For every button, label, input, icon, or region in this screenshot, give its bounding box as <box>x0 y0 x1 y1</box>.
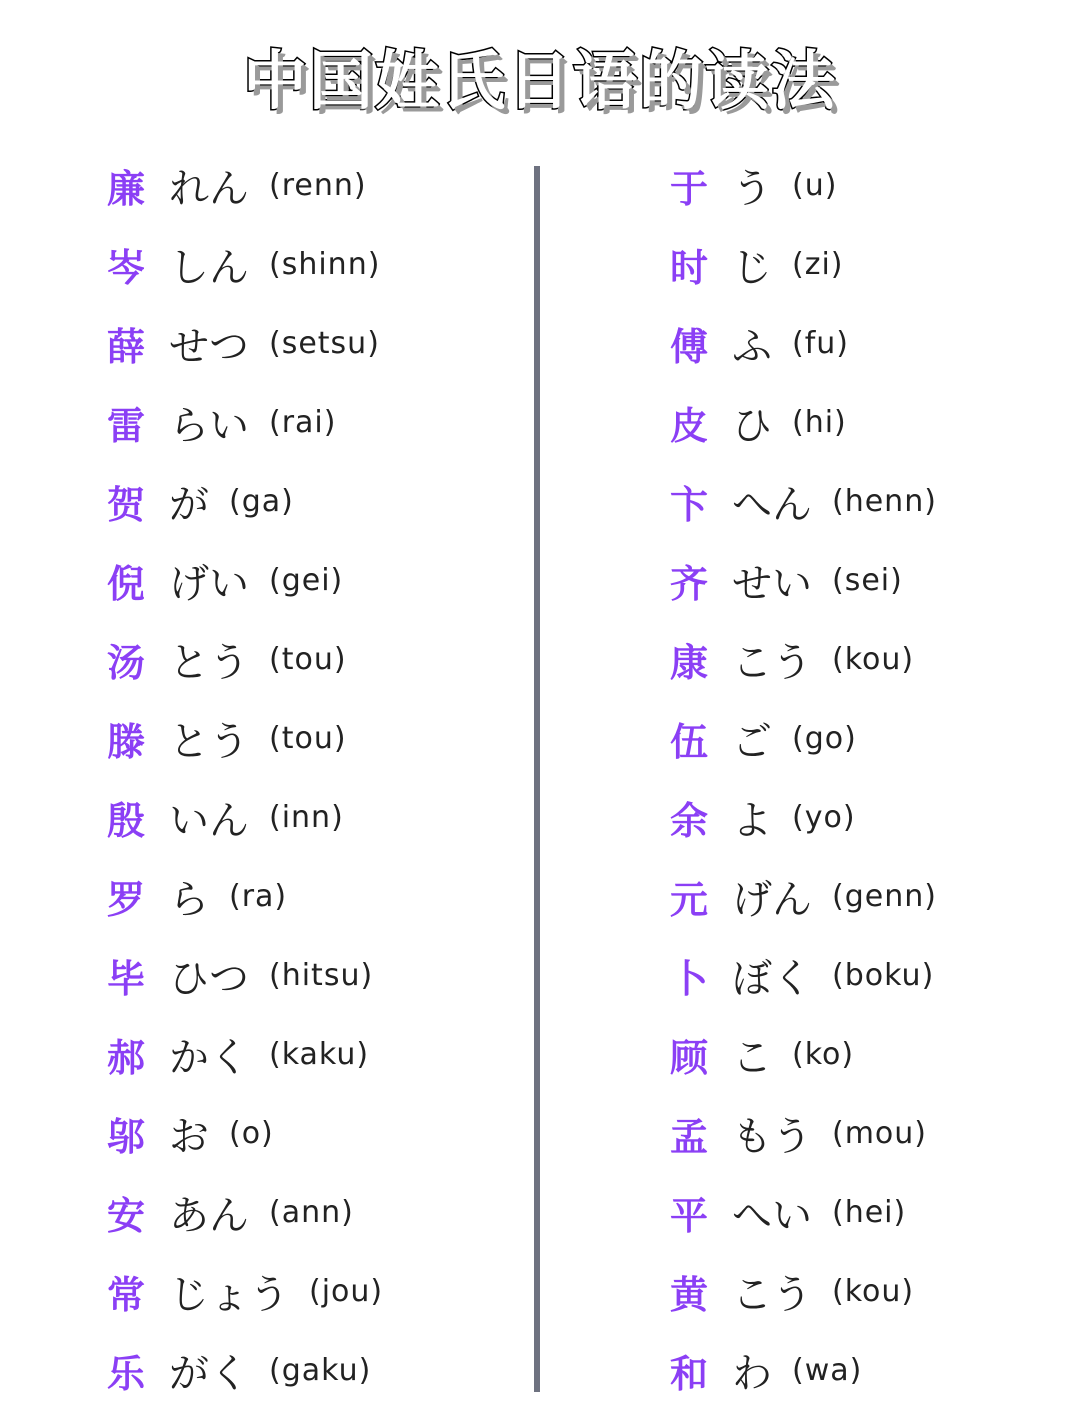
list-item <box>107 541 587 620</box>
romaji-reading: (boku) <box>832 958 935 993</box>
list-item <box>107 1094 587 1173</box>
kana-reading: いん <box>169 798 249 844</box>
kana-reading: が <box>169 482 209 528</box>
romaji-reading: (genn) <box>832 879 937 914</box>
surname: 薛 <box>107 325 146 369</box>
list-item <box>107 699 587 778</box>
romaji-reading: (inn) <box>269 800 344 835</box>
surname: 于 <box>670 167 709 211</box>
list-item <box>670 146 1080 225</box>
kana-reading: ひつ <box>169 956 249 1002</box>
romaji-reading: (tou) <box>269 642 347 677</box>
surname: 卞 <box>670 483 709 527</box>
list-item <box>107 462 587 541</box>
list-item <box>107 1252 587 1331</box>
kana-reading: よ <box>732 798 772 844</box>
kana-reading: げい <box>169 561 249 607</box>
kana-reading: へん <box>732 482 812 528</box>
romaji-reading: (hi) <box>792 405 847 440</box>
kana-reading: じょう <box>169 1272 289 1318</box>
surname: 乐 <box>107 1352 146 1396</box>
romaji-reading: (wa) <box>792 1353 863 1388</box>
page-title: 中国姓氏日语的读法 <box>243 45 837 119</box>
surname: 郝 <box>107 1036 146 1080</box>
romaji-reading: (yo) <box>792 800 856 835</box>
romaji-reading: (setsu) <box>269 326 380 361</box>
romaji-reading: (rai) <box>269 405 337 440</box>
left-column <box>107 146 587 1410</box>
right-column <box>670 146 1080 1410</box>
surname: 康 <box>670 641 709 685</box>
surname: 雷 <box>107 404 146 448</box>
romaji-reading: (ko) <box>792 1037 855 1072</box>
kana-reading: ご <box>732 719 772 765</box>
list-item <box>670 225 1080 304</box>
list-item <box>670 936 1080 1015</box>
romaji-reading: (kou) <box>832 1274 915 1309</box>
romaji-reading: (o) <box>229 1116 274 1151</box>
surname: 倪 <box>107 562 146 606</box>
list-item <box>670 1015 1080 1094</box>
romaji-reading: (gaku) <box>269 1353 372 1388</box>
surname: 常 <box>107 1273 146 1317</box>
surname: 殷 <box>107 799 146 843</box>
romaji-reading: (shinn) <box>269 247 381 282</box>
romaji-reading: (zi) <box>792 247 844 282</box>
list-item <box>670 1331 1080 1410</box>
surname: 毕 <box>107 957 146 1001</box>
kana-reading: こう <box>732 640 812 686</box>
kana-reading: もう <box>732 1114 812 1160</box>
romaji-reading: (kou) <box>832 642 915 677</box>
list-item <box>107 857 587 936</box>
romaji-reading: (hitsu) <box>269 958 374 993</box>
kana-reading: せい <box>732 561 812 607</box>
romaji-reading: (ann) <box>269 1195 354 1230</box>
list-item <box>107 1331 587 1410</box>
kana-reading: とう <box>169 640 249 686</box>
surname: 孟 <box>670 1115 709 1159</box>
surname: 伍 <box>670 720 709 764</box>
surname: 安 <box>107 1194 146 1238</box>
romaji-reading: (sei) <box>832 563 903 598</box>
kana-reading: こう <box>732 1272 812 1318</box>
list-item <box>107 778 587 857</box>
list-item <box>670 383 1080 462</box>
surname: 罗 <box>107 878 146 922</box>
surname: 黄 <box>670 1273 709 1317</box>
list-item <box>670 1094 1080 1173</box>
romaji-reading: (renn) <box>269 168 367 203</box>
kana-reading: う <box>732 166 772 212</box>
kana-reading: らい <box>169 403 249 449</box>
list-item <box>670 1173 1080 1252</box>
romaji-reading: (tou) <box>269 721 347 756</box>
surname: 平 <box>670 1194 709 1238</box>
list-item <box>670 778 1080 857</box>
list-item <box>107 936 587 1015</box>
surname: 卜 <box>670 957 709 1001</box>
list-item <box>670 1252 1080 1331</box>
kana-reading: ひ <box>732 403 772 449</box>
romaji-reading: (jou) <box>309 1274 384 1309</box>
kana-reading: こ <box>732 1035 772 1081</box>
surname: 滕 <box>107 720 146 764</box>
kana-reading: がく <box>169 1351 249 1397</box>
romaji-reading: (ga) <box>229 484 294 519</box>
kana-reading: しん <box>169 245 249 291</box>
list-item <box>107 1173 587 1252</box>
kana-reading: じ <box>732 245 772 291</box>
kana-reading: れん <box>169 166 249 212</box>
surname: 岑 <box>107 246 146 290</box>
surname: 邬 <box>107 1115 146 1159</box>
list-item <box>107 620 587 699</box>
list-item <box>670 304 1080 383</box>
kana-reading: かく <box>169 1035 249 1081</box>
surname: 时 <box>670 246 709 290</box>
list-item <box>107 1015 587 1094</box>
romaji-reading: (fu) <box>792 326 849 361</box>
surname: 廉 <box>107 167 146 211</box>
kana-reading: ら <box>169 877 209 923</box>
list-item <box>670 699 1080 778</box>
list-item <box>107 304 587 383</box>
list-item <box>107 146 587 225</box>
list-item <box>670 541 1080 620</box>
kana-reading: あん <box>169 1193 249 1239</box>
kana-reading: ふ <box>732 324 772 370</box>
kana-reading: とう <box>169 719 249 765</box>
romaji-reading: (kaku) <box>269 1037 370 1072</box>
romaji-reading: (mou) <box>832 1116 927 1151</box>
kana-reading: せつ <box>169 324 249 370</box>
surname: 傅 <box>670 325 709 369</box>
kana-reading: わ <box>732 1351 772 1397</box>
romaji-reading: (go) <box>792 721 857 756</box>
column-divider <box>534 166 540 1392</box>
surname: 余 <box>670 799 709 843</box>
surname: 和 <box>670 1352 709 1396</box>
kana-reading: ぼく <box>732 956 812 1002</box>
romaji-reading: (ra) <box>229 879 288 914</box>
surname: 顾 <box>670 1036 709 1080</box>
romaji-reading: (u) <box>792 168 838 203</box>
list-item <box>107 383 587 462</box>
romaji-reading: (hei) <box>832 1195 907 1230</box>
kana-reading: お <box>169 1114 209 1160</box>
surname: 元 <box>670 878 709 922</box>
list-item <box>670 462 1080 541</box>
romaji-reading: (henn) <box>832 484 937 519</box>
kana-reading: げん <box>732 877 812 923</box>
list-item <box>670 857 1080 936</box>
surname: 汤 <box>107 641 146 685</box>
list-item <box>107 225 587 304</box>
list-item <box>670 620 1080 699</box>
kana-reading: へい <box>732 1193 812 1239</box>
romaji-reading: (gei) <box>269 563 344 598</box>
surname: 齐 <box>670 562 709 606</box>
surname: 皮 <box>670 404 709 448</box>
surname: 贺 <box>107 483 146 527</box>
